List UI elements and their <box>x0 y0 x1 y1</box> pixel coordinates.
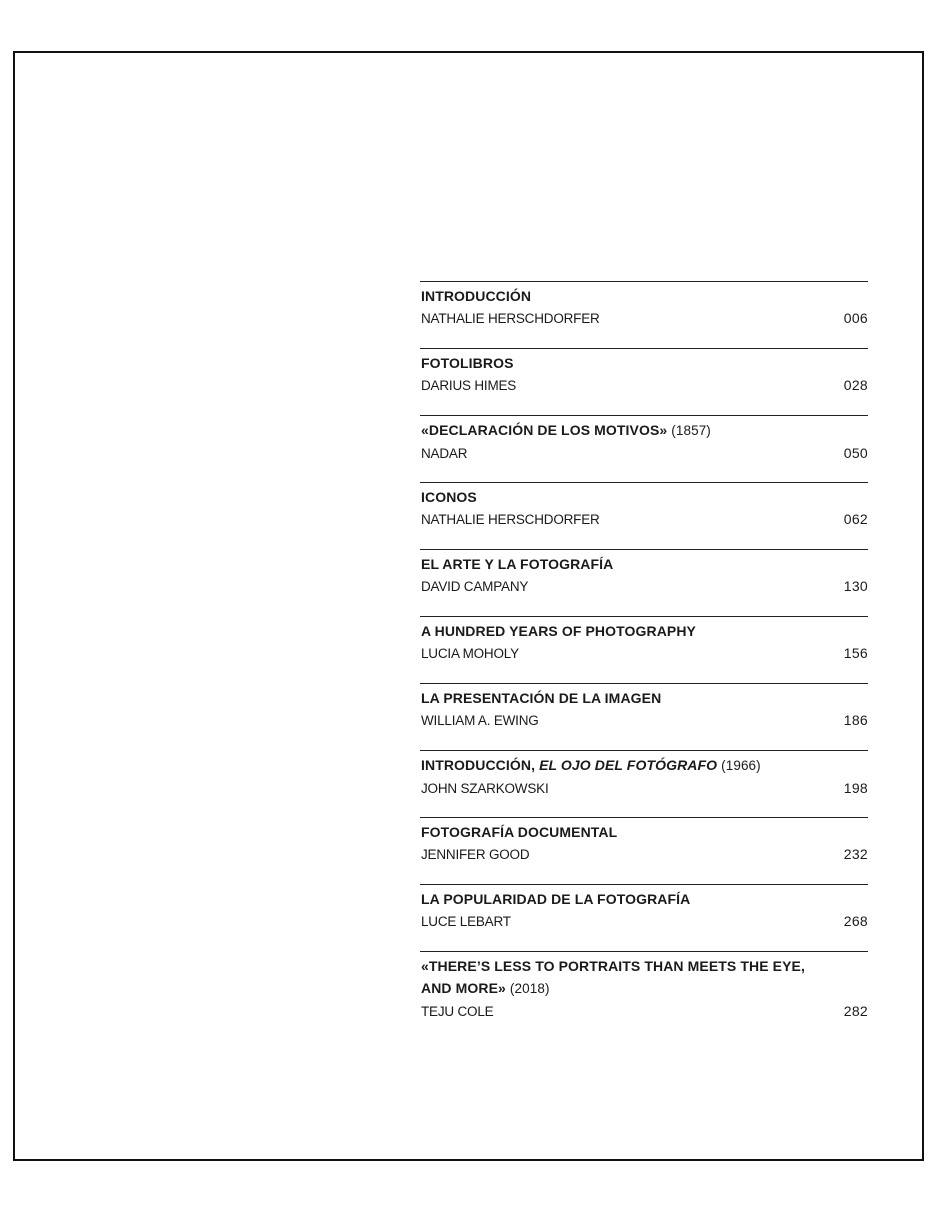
entry-author: TEJU COLE <box>421 1004 494 1019</box>
entry-author: JOHN SZARKOWSKI <box>421 781 549 796</box>
entry-author-row <box>421 374 868 397</box>
toc-entry[interactable] <box>420 415 868 482</box>
entry-title-text: ICONOS <box>421 489 477 505</box>
entry-author-row <box>421 843 868 866</box>
entry-author-row <box>421 307 868 330</box>
entry-author-row <box>421 575 868 598</box>
entry-page-number: 156 <box>843 645 868 661</box>
entry-year: (1966) <box>721 758 761 773</box>
entry-page-number: 232 <box>843 846 868 862</box>
entry-author-row <box>421 1000 868 1023</box>
toc-entry[interactable] <box>420 482 868 549</box>
entry-title <box>421 821 868 843</box>
entry-title <box>421 553 868 575</box>
entry-title-text: LA POPULARIDAD DE LA FOTOGRAFÍA <box>421 891 691 907</box>
entry-page-number: 050 <box>843 445 868 461</box>
entry-title-text: «THERE’S LESS TO PORTRAITS THAN MEETS THE EYE, <box>421 958 805 974</box>
entry-author: DARIUS HIMES <box>421 378 517 393</box>
entry-title-italic: EL OJO DEL FOTÓGRAFO <box>539 757 718 773</box>
toc-entry[interactable] <box>420 951 868 1041</box>
entry-title <box>421 285 868 307</box>
entry-page-number: 268 <box>843 913 868 929</box>
entry-author-row <box>421 709 868 732</box>
toc-entry[interactable] <box>420 549 868 616</box>
entry-author: NADAR <box>421 446 468 461</box>
entry-author: NATHALIE HERSCHDORFER <box>421 512 600 527</box>
entry-title-text: INTRODUCCIÓN, <box>421 757 536 773</box>
entry-title <box>421 754 868 777</box>
entry-page-number: 130 <box>843 578 868 594</box>
entry-title <box>421 687 868 709</box>
entry-page-number: 198 <box>843 780 868 796</box>
toc-entry[interactable] <box>420 884 868 951</box>
entry-year: (2018) <box>509 981 550 996</box>
entry-title <box>421 620 868 642</box>
entry-author: WILLIAM A. EWING <box>421 713 539 728</box>
entry-author: JENNIFER GOOD <box>421 847 530 862</box>
entry-page-number: 186 <box>843 712 868 728</box>
entry-page-number: 062 <box>843 511 868 527</box>
entry-page-number: 282 <box>843 1003 868 1019</box>
entry-author: LUCIA MOHOLY <box>421 646 519 661</box>
entry-title-text: EL ARTE Y LA FOTOGRAFÍA <box>421 556 614 572</box>
toc-entry[interactable] <box>420 817 868 884</box>
entry-title <box>421 419 868 442</box>
entry-title <box>421 888 868 910</box>
toc-entry[interactable] <box>420 281 868 348</box>
entry-page-number: 006 <box>843 310 868 326</box>
entry-author-row <box>421 442 868 465</box>
entry-author: DAVID CAMPANY <box>421 579 529 594</box>
toc-entry[interactable] <box>420 683 868 750</box>
entry-title <box>421 352 868 374</box>
entry-author: NATHALIE HERSCHDORFER <box>421 311 600 326</box>
entry-page-number: 028 <box>843 377 868 393</box>
entry-title-text: LA PRESENTACIÓN DE LA IMAGEN <box>421 690 662 706</box>
table-of-contents <box>420 281 868 1041</box>
entry-year: (1857) <box>671 423 711 438</box>
entry-title <box>421 955 868 977</box>
entry-title-line2 <box>421 977 868 1000</box>
entry-title-text-line2: AND MORE» <box>421 980 506 996</box>
toc-entry[interactable] <box>420 750 868 817</box>
entry-title <box>421 486 868 508</box>
entry-author-row <box>421 642 868 665</box>
entry-title-text: FOTOGRAFÍA DOCUMENTAL <box>421 824 618 840</box>
entry-author-row <box>421 777 868 800</box>
entry-title-text: A HUNDRED YEARS OF PHOTOGRAPHY <box>421 623 696 639</box>
entry-author-row <box>421 910 868 933</box>
entry-title-text: «DECLARACIÓN DE LOS MOTIVOS» <box>421 422 668 438</box>
entry-author: LUCE LEBART <box>421 914 511 929</box>
entry-title-text: FOTOLIBROS <box>421 355 514 371</box>
toc-entry[interactable] <box>420 616 868 683</box>
toc-entry[interactable] <box>420 348 868 415</box>
entry-author-row <box>421 508 868 531</box>
entry-title-text: INTRODUCCIÓN <box>421 288 532 304</box>
